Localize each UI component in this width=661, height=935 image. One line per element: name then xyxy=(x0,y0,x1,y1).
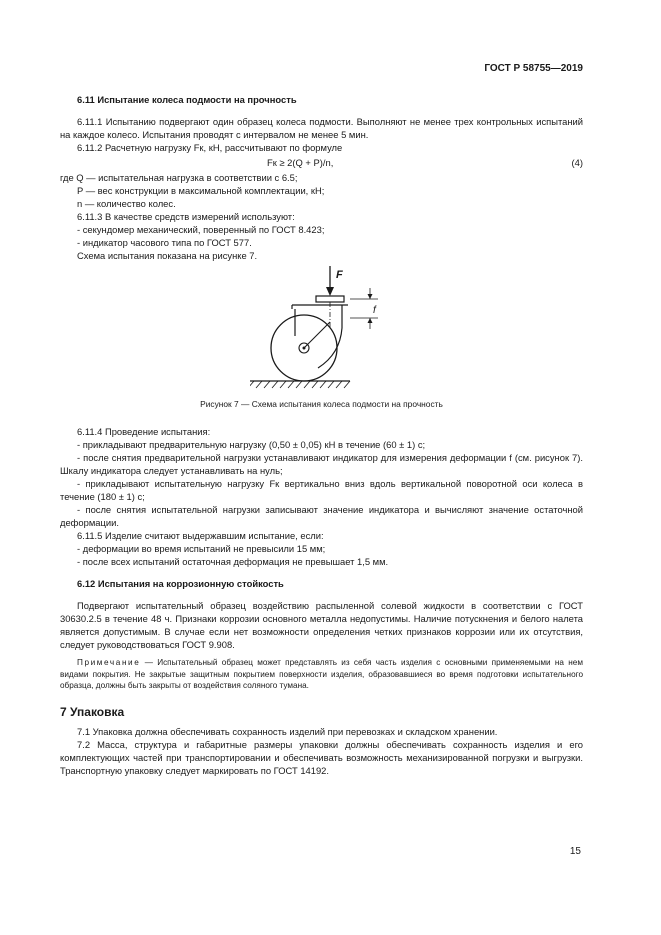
clause-7-1: 7.1 Упаковка должна обеспечивать сохранность изделий при перевозках и складском хранении. xyxy=(77,725,498,737)
step-preload: - прикладывают предварительную нагрузку (0,50 ± 0,05) кН в течение (60 ± 1) с; xyxy=(77,439,426,450)
formula-4 xyxy=(60,156,583,169)
clause-7-2: 7.2 Масса, структура и габаритные размеры упаковки должны обеспечивать сохранность изделия и его комплектующих частей при транспортировании и обеспечивать возможность механизированной погрузки и выгрузки. Транспортную упаковку следует маркировать по ГОСТ 14192. xyxy=(60,738,583,776)
formula-text: Fк ≥ 2(Q + P)/n, xyxy=(267,157,334,168)
criterion-deformation: - деформации во время испытаний не превысили 15 мм; xyxy=(77,543,326,554)
section-7-title: 7 Упаковка xyxy=(60,704,125,719)
formula-number: (4) xyxy=(571,157,583,168)
force-arrow-head xyxy=(326,287,334,296)
mount-plate xyxy=(316,296,344,302)
where-q: где Q — испытательная нагрузка в соответствии с 6.5; xyxy=(60,172,298,183)
page-content xyxy=(60,93,583,777)
note-label: Примечание xyxy=(77,658,141,667)
step-indicator: - после снятия предварительной нагрузки устанавливают индикатор для измерения деформации f (см. рисунок 7). Шкалу индикатора следует устанавливать на нуль; xyxy=(60,452,583,476)
section-6-12-title: 6.12 Испытания на коррозионную стойкость xyxy=(77,578,284,589)
instrument-indicator: - индикатор часового типа по ГОСТ 577. xyxy=(77,237,252,248)
clause-6-12-note xyxy=(60,657,583,692)
figure-7 xyxy=(60,266,583,396)
step-test-load: - прикладывают испытательную нагрузку Fк вертикально вниз вдоль вертикальной поворотной оси колеса в течение (180 ± 1) с; xyxy=(60,478,583,502)
page-number: 15 xyxy=(569,846,581,857)
caster-test-diagram xyxy=(250,266,400,396)
instrument-stopwatch: - секундомер механический, поверенный по ГОСТ 8.423; xyxy=(77,224,325,235)
step-record: - после снятия испытательной нагрузки записывают значение индикатора и вычисляют значение остаточной деформации. xyxy=(60,504,583,528)
deformation-label: f xyxy=(373,305,376,316)
clause-6-11-5: 6.11.5 Изделие считают выдержавшим испытание, если: xyxy=(77,530,324,541)
note-text: — Испытательный образец может представлять из себя часть изделия с основными применяемыми на нем видами покрытия. Не закрытые защитным покрытием поверхности изделия, образовавшиеся во время подготовки испытательного образца, должны быть закрыты от воздействия соляного тумана. xyxy=(60,658,583,690)
where-p: P — вес конструкции в максимальной комплектации, кН; xyxy=(77,185,325,196)
clause-6-11-4: 6.11.4 Проведение испытания: xyxy=(77,426,211,437)
figure-reference: Схема испытания показана на рисунке 7. xyxy=(77,250,258,261)
clause-6-11-3: 6.11.3 В качестве средств измерений используют: xyxy=(77,211,295,222)
force-label: F xyxy=(336,269,343,281)
criterion-residual: - после всех испытаний остаточная деформация не превышает 1,5 мм. xyxy=(77,556,389,567)
clause-6-11-2: 6.11.2 Расчетную нагрузку Fк, кН, рассчитывают по формуле xyxy=(77,142,343,153)
clause-6-11-1: 6.11.1 Испытанию подвергают один образец колеса подмости. Выполняют не менее трех контрольных испытаний на каждое колесо. Испытания проводят с интервалом не менее 5 мин. xyxy=(60,116,583,140)
where-n: n — количество колес. xyxy=(77,198,176,209)
section-6-11-title: 6.11 Испытание колеса подмости на прочность xyxy=(77,94,297,105)
ground-hatching xyxy=(250,381,350,388)
figure-7-caption: Рисунок 7 — Схема испытания колеса подмости на прочность xyxy=(200,399,443,409)
clause-6-12-text: Подвергают испытательный образец воздействию распыленной солевой жидкости в соответствии с ГОСТ 30630.2.5 в течение 48 ч. Признаки коррозии основного металла недопустимы. Наличие потускнения и белого налета является допустимым. В случае если нет возможности определения четких признаков коррозии или их отсутствия, следует руководствоваться ГОСТ 9.908. xyxy=(60,600,583,650)
standard-number: ГОСТ Р 58755—2019 xyxy=(484,63,583,74)
